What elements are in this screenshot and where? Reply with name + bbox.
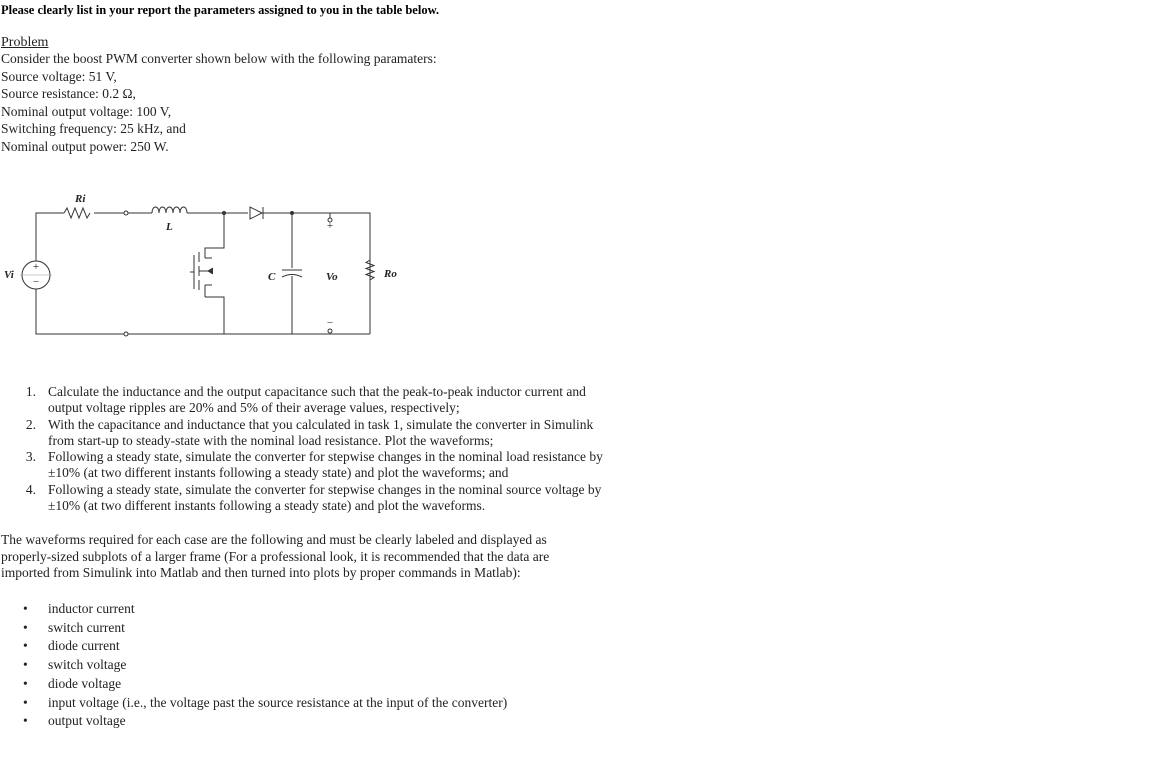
waveforms-intro: The waveforms required for each case are the following and must be clearly labeled and displayed as properly-sized subplots of a larger frame (For a professional look, it is recommended that the data are imported from Simulink into Matlab and then turned into plots by proper commands in Matlab):	[1, 532, 550, 581]
list-item	[20, 656, 507, 675]
list-item	[20, 712, 507, 731]
source-voltage-label: Vi	[4, 269, 14, 281]
mosfet-icon	[194, 252, 224, 334]
task-text: With the capacitance and inductance that you calculated in task 1, simulate the converter in Simulink from start-up to steady-state with the nominal load resistance. Plot the waveforms;	[48, 416, 594, 448]
list-item	[20, 694, 507, 713]
waveform-item: switch voltage	[48, 657, 127, 673]
waveform-item: diode current	[48, 638, 120, 654]
waveform-item: switch current	[48, 619, 125, 635]
list-item	[22, 417, 622, 450]
inductor	[152, 207, 187, 213]
wire-diode-to-out	[263, 213, 370, 334]
bullet-icon: •	[23, 601, 28, 616]
output-voltage-label: Vo	[326, 271, 338, 283]
task-text: Following a steady state, simulate the converter for stepwise changes in the nominal load resistance by ±10% (at two different instants following a steady state) and plot the waveforms; and	[48, 449, 603, 481]
problem-heading: Problem	[1, 35, 49, 50]
list-item	[20, 600, 507, 619]
output-minus-sign: −	[326, 317, 334, 329]
wire-switch-drain	[205, 213, 224, 258]
list-item	[22, 449, 622, 482]
list-item	[20, 637, 507, 656]
load-resistor-label: Ro	[384, 268, 397, 280]
wire-bottom	[36, 288, 124, 334]
source-plus-sign: +	[32, 261, 40, 273]
problem-statement: Consider the boost PWM converter shown below with the following paramaters:	[1, 51, 437, 66]
wire-left	[36, 213, 64, 262]
task-text: Following a steady state, simulate the converter for stepwise changes in the nominal source voltage by ±10% (at two different instants following a steady state) and plot the waveforms.	[48, 481, 602, 514]
capacitor-label: C	[268, 271, 276, 283]
bullet-icon: •	[23, 657, 28, 673]
bullet-icon: •	[23, 713, 28, 729]
output-plus-sign: +	[326, 220, 334, 232]
param-switching-frequency: Switching frequency: 25 kHz, and	[1, 121, 186, 137]
diode-icon	[250, 207, 263, 219]
param-source-voltage: Source voltage: 51 V,	[1, 68, 117, 84]
list-item	[20, 675, 507, 694]
waveform-item: output voltage	[48, 713, 126, 729]
boost-converter-schematic	[0, 180, 420, 360]
list-item	[22, 384, 622, 417]
problem-parameters	[1, 50, 437, 156]
waveform-item: input voltage (i.e., the voltage past the source resistance at the input of the converter)	[48, 694, 508, 710]
list-item	[20, 619, 507, 638]
waveform-list	[20, 600, 507, 731]
task-text: Calculate the inductance and the output capacitance such that the peak-to-peak inductor current and output voltage ripples are 20% and 5% of their average values, respectively;	[48, 384, 586, 416]
task-number: 4.	[25, 481, 36, 497]
waveform-item: diode voltage	[48, 675, 122, 691]
param-output-power: Nominal output power: 250 W.	[1, 138, 169, 154]
inductor-label: L	[166, 221, 173, 233]
param-output-voltage: Nominal output voltage: 100 V,	[1, 103, 172, 119]
list-item	[22, 482, 622, 515]
task-number: 2.	[25, 416, 36, 432]
capacitor-icon	[282, 270, 302, 277]
source-resistor	[64, 208, 90, 218]
source-minus-sign: −	[32, 276, 40, 288]
source-resistor-label: Ri	[75, 193, 86, 205]
bullet-icon: •	[23, 675, 28, 691]
task-list	[22, 384, 622, 514]
bullet-icon: •	[23, 638, 28, 654]
waveform-item: inductor current	[48, 601, 135, 616]
bullet-icon: •	[23, 694, 28, 710]
bullet-icon: •	[23, 619, 28, 635]
param-source-resistance: Source resistance: 0.2 Ω,	[1, 86, 136, 102]
task-number: 1.	[25, 384, 36, 399]
intro-instruction: Please clearly list in your report the parameters assigned to you in the table below.	[1, 3, 440, 17]
task-number: 3.	[25, 449, 36, 465]
